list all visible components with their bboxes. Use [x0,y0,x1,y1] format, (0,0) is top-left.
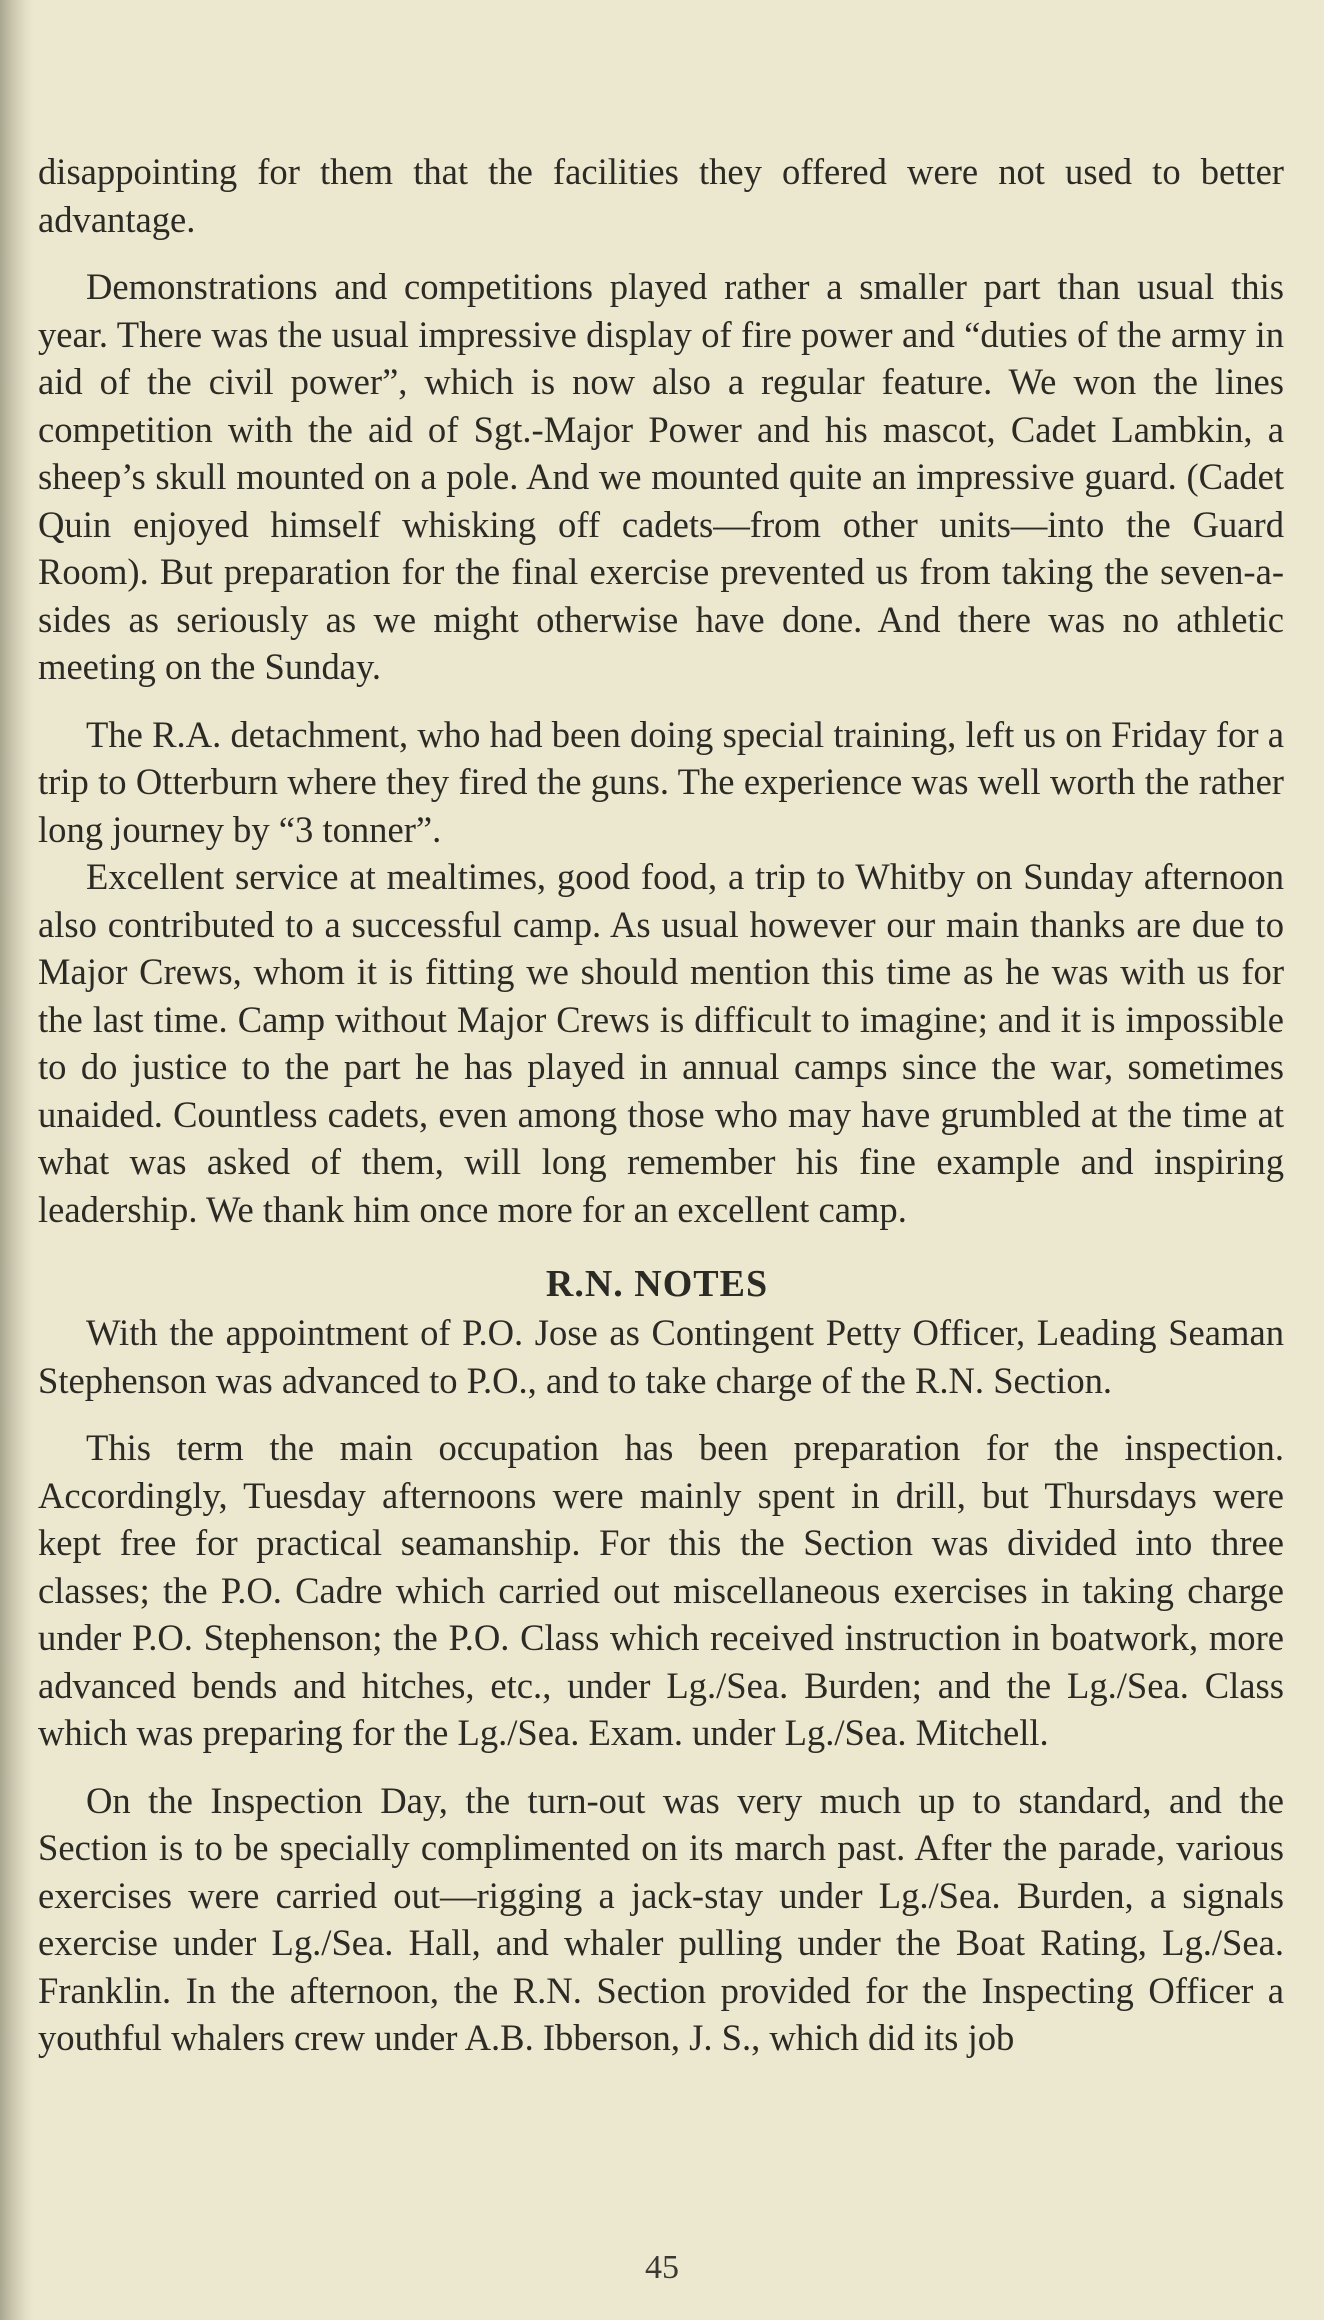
paragraph-ra-detachment: The R.A. detachment, who had been doing special training, left us on Friday for a trip to Otterburn where they fired the guns. The experience was well worth the rather long journey by “3 tonner”. [38,713,1284,850]
section-heading: R.N. NOTES [545,1263,769,1305]
paragraph-inspection-day: On the Inspection Day, the turn-out was very much up to standard, and the Section is to be specially complimented on its march past. After the parade, various exercises were carried out—rigging a jack-stay under Lg./Sea. Burden, a signals exercise under Lg./Sea. Hall, and whaler pulling under the Boat Rating, Lg./Sea. Franklin. In the afternoon, the R.N. Section provided for the Inspecting Officer a youthful whalers crew under A.B. Ibberson, J. S., which did its job [38,1779,1284,2058]
paragraph-demonstrations: Demonstrations and competitions played rather a smaller part than usual this year. There was the usual impressive display of fire power and “duties of the army in aid of the civil power”, which is now also a regular feature. We won the lines competition with the aid of Sgt.-Major Power and his mascot, Cadet Lambkin, a sheep’s skull mounted on a pole. And we mounted quite an impressive guard. (Cadet Quin enjoyed himself whisking off cadets—from other units—into the Guard Room). But preparation for the final exercise prevented us from taking the seven-a-sides as seriously as we might otherwise have done. And there was no athletic meeting on the Sunday. [38,266,1284,687]
paragraph-appointment: With the appointment of P.O. Jose as Contingent Petty Officer, Leading Seaman Stephenson was advanced to P.O., and to take charge of the R.N. Section. [38,1312,1284,1401]
paragraph-inspection-prep: This term the main occupation has been preparation for the inspection. Accordingly, Tuesday afternoons were mainly spent in drill, but Thursdays were kept free for practical seamanship. For this the Section was divided into three classes; the P.O. Cadre which carried out miscellaneous exercises in taking charge under P.O. Stephenson; the P.O. Class which received instruction in boatwork, more advanced bends and hitches, etc., under Lg./Sea. Burden; and the Lg./Sea. Class which was preparing for the Lg./Sea. Exam. under Lg./Sea. Mitchell. [38,1427,1284,1753]
paragraph-continuation: disappointing for them that the facilities they offered were not used to better advantage. [38,151,1284,240]
paragraph-excellent-service: Excellent service at mealtimes, good food, a trip to Whitby on Sunday afternoon also contributed to a successful camp. As usual however our main thanks are due to Major Crews, whom it is fitting we should mention this time as he was with us for the last time. Camp without Major Crews is difficult to imagine; and it is impossible to do justice to the part he has played in annual camps since the war, sometimes unaided. Countless cadets, even among those who may have grumbled at the time at what was asked of them, will long remember his fine example and inspiring leadership. We thank him once more for an excellent camp. [38,856,1284,1230]
page-number: 45 [645,2249,679,2286]
page-gutter-shadow [0,0,34,2320]
page-body [38,148,1284,2062]
